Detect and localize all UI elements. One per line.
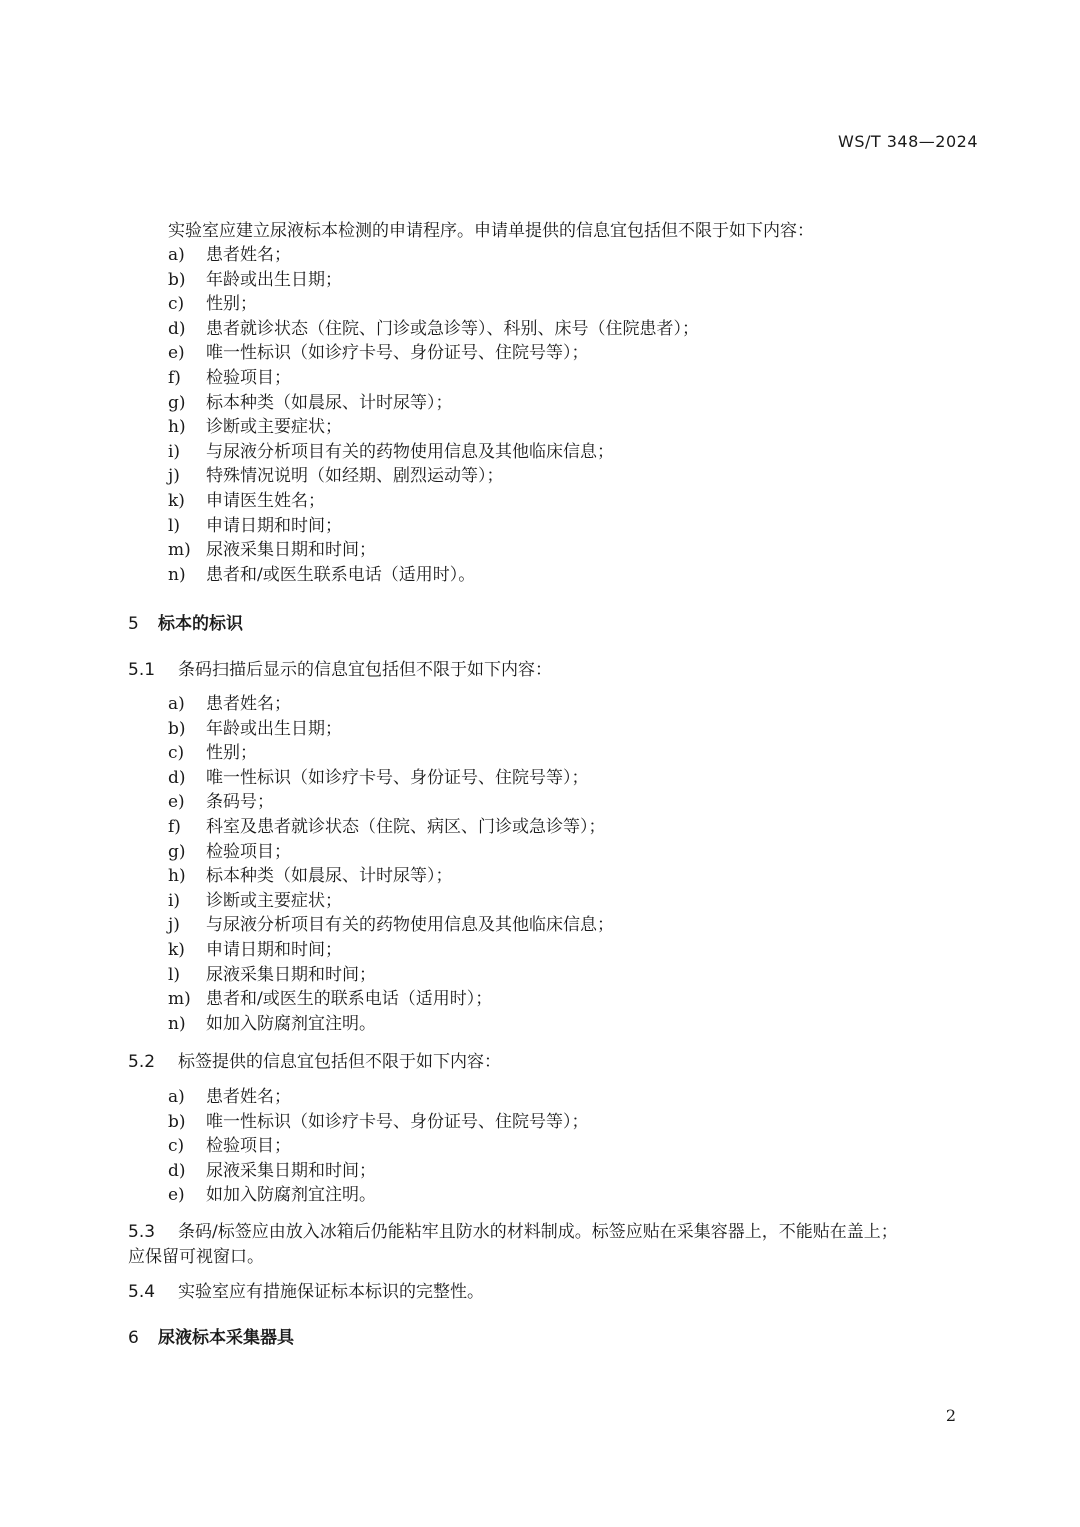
list-item-text: 申请日期和时间；	[206, 939, 342, 960]
list-item	[168, 514, 968, 539]
list-item-marker: a)	[168, 694, 185, 714]
list-item	[168, 766, 968, 791]
list-item-marker: g)	[168, 841, 186, 862]
clause-number: 5.2	[128, 1052, 156, 1072]
clause-5-2	[128, 1050, 980, 1075]
list-item	[168, 243, 968, 268]
list-item-marker: d)	[168, 1160, 186, 1181]
list-item	[168, 268, 968, 293]
list-item-marker: d)	[168, 767, 186, 788]
request-info-list	[168, 243, 968, 587]
clause-number: 5.3	[128, 1222, 156, 1242]
list-item	[168, 317, 968, 342]
list-item	[168, 913, 968, 938]
list-item-text: 检验项目；	[206, 841, 291, 862]
section-title: 尿液标本采集器具	[158, 1328, 294, 1348]
list-item	[168, 1012, 968, 1037]
list-item-marker: b)	[168, 269, 186, 290]
clause-number: 5.1	[128, 660, 156, 680]
list-item-text: 如加入防腐剂宜注明。	[206, 1185, 376, 1206]
clause-text: 实验室应有措施保证标本标识的完整性。	[178, 1282, 484, 1302]
list-item	[168, 815, 968, 840]
clause-text: 条码/标签应由放入冰箱后仍能粘牢且防水的材料制成。标签应贴在采集容器上，不能贴在盖上；	[178, 1222, 898, 1242]
list-item	[168, 840, 968, 865]
list-item-marker: i)	[168, 441, 181, 462]
list-item-text: 与尿液分析项目有关的药物使用信息及其他临床信息；	[206, 441, 614, 462]
list-item-marker: c)	[168, 1136, 185, 1157]
list-item	[168, 1085, 968, 1110]
list-item-marker: h)	[168, 866, 186, 887]
list-item-text: 性别；	[206, 294, 257, 315]
clause-5-3-continuation	[128, 1245, 980, 1270]
list-item-marker: j)	[168, 466, 180, 487]
list-item-marker: c)	[168, 294, 185, 315]
list-item-marker: n)	[168, 564, 186, 585]
list-item-text: 尿液采集日期和时间；	[206, 540, 376, 561]
list-item	[168, 692, 968, 717]
list-item	[168, 790, 968, 815]
list-item-text: 标本种类（如晨尿、计时尿等）；	[206, 866, 453, 887]
list-item-text: 唯一性标识（如诊疗卡号、身份证号、住院号等）；	[206, 1111, 589, 1132]
list-item-marker: c)	[168, 743, 185, 764]
list-item	[168, 489, 968, 514]
list-item-marker: h)	[168, 417, 186, 438]
list-item	[168, 963, 968, 988]
list-item-marker: j)	[168, 915, 180, 936]
list-item-marker: g)	[168, 392, 186, 413]
clause-number: 5.4	[128, 1282, 156, 1302]
barcode-info-list	[168, 692, 968, 1036]
list-item	[168, 415, 968, 440]
list-item-text: 特殊情况说明（如经期、剧烈运动等）；	[206, 466, 504, 487]
list-item-text: 患者姓名；	[206, 1087, 291, 1107]
list-item-text: 患者姓名；	[206, 245, 291, 265]
list-item-marker: l)	[168, 515, 181, 536]
clause-text: 条码扫描后显示的信息宜包括但不限于如下内容：	[178, 660, 552, 680]
list-item-text: 年龄或出生日期；	[206, 718, 342, 739]
list-item-marker: a)	[168, 245, 185, 265]
list-item-text: 唯一性标识（如诊疗卡号、身份证号、住院号等）；	[206, 343, 589, 364]
section-6-heading	[128, 1326, 294, 1351]
list-item-text: 患者姓名；	[206, 694, 291, 714]
list-item-marker: e)	[168, 343, 185, 364]
list-item	[168, 717, 968, 742]
list-item	[168, 987, 968, 1012]
list-item-text: 尿液采集日期和时间；	[206, 964, 376, 985]
list-item	[168, 741, 968, 766]
clause-5-1	[128, 658, 980, 683]
clause-5-3	[128, 1220, 980, 1245]
list-item-text: 如加入防腐剂宜注明。	[206, 1013, 376, 1034]
list-item	[168, 1183, 968, 1208]
list-item-text: 检验项目；	[206, 1136, 291, 1157]
list-item	[168, 1159, 968, 1184]
list-item-text: 诊断或主要症状；	[206, 890, 342, 911]
list-item-text: 申请医生姓名；	[206, 490, 325, 511]
list-item	[168, 864, 968, 889]
list-item-text: 检验项目；	[206, 367, 291, 388]
page-number: 2	[945, 1406, 956, 1425]
list-item	[168, 563, 968, 588]
list-item-text: 患者和/或医生联系电话（适用时）。	[206, 564, 476, 585]
list-item-marker: b)	[168, 718, 186, 739]
list-item-marker: n)	[168, 1013, 186, 1034]
list-item-text: 条码号；	[206, 792, 274, 813]
list-item	[168, 1134, 968, 1159]
section-5-heading	[128, 612, 243, 637]
intro-paragraph: 实验室应建立尿液标本检测的申请程序。申请单提供的信息宜包括但不限于如下内容：	[168, 221, 814, 241]
section-number: 5	[128, 614, 139, 634]
list-item-marker: b)	[168, 1111, 186, 1132]
clause-text: 标签提供的信息宜包括但不限于如下内容：	[178, 1052, 501, 1072]
list-item-marker: i)	[168, 890, 181, 911]
list-item-text: 患者和/或医生的联系电话（适用时）；	[206, 989, 493, 1010]
list-item-marker: m)	[168, 540, 191, 561]
list-item-marker: e)	[168, 792, 185, 813]
clause-5-4	[128, 1280, 980, 1305]
list-item-text: 标本种类（如晨尿、计时尿等）；	[206, 392, 453, 413]
list-item-marker: l)	[168, 964, 181, 985]
section-title: 标本的标识	[158, 614, 243, 634]
list-item	[168, 292, 968, 317]
list-item	[168, 938, 968, 963]
list-item-text: 诊断或主要症状；	[206, 417, 342, 438]
clause-text: 应保留可视窗口。	[128, 1247, 264, 1267]
list-item-marker: k)	[168, 939, 185, 960]
list-item-text: 与尿液分析项目有关的药物使用信息及其他临床信息；	[206, 915, 614, 936]
list-item	[168, 391, 968, 416]
list-item-text: 性别；	[206, 743, 257, 764]
list-item	[168, 341, 968, 366]
list-item-marker: e)	[168, 1185, 185, 1206]
list-item-marker: f)	[168, 816, 181, 837]
section-number: 6	[128, 1328, 139, 1348]
list-item	[168, 538, 968, 563]
list-item-marker: m)	[168, 989, 191, 1010]
list-item-marker: f)	[168, 367, 181, 388]
document-code: WS/T 348—2024	[838, 132, 978, 151]
list-item	[168, 1110, 968, 1135]
list-item-text: 年龄或出生日期；	[206, 269, 342, 290]
label-info-list	[168, 1085, 968, 1208]
list-item	[168, 464, 968, 489]
list-item-text: 唯一性标识（如诊疗卡号、身份证号、住院号等）；	[206, 767, 589, 788]
list-item-marker: d)	[168, 318, 186, 339]
list-item-marker: a)	[168, 1087, 185, 1107]
list-item-text: 科室及患者就诊状态（住院、病区、门诊或急诊等）；	[206, 816, 606, 837]
list-item-marker: k)	[168, 490, 185, 511]
list-item	[168, 366, 968, 391]
list-item-text: 尿液采集日期和时间；	[206, 1160, 376, 1181]
list-item	[168, 440, 968, 465]
list-item	[168, 889, 968, 914]
list-item-text: 患者就诊状态（住院、门诊或急诊等）、科别、床号（住院患者）；	[206, 318, 699, 339]
list-item-text: 申请日期和时间；	[206, 515, 342, 536]
